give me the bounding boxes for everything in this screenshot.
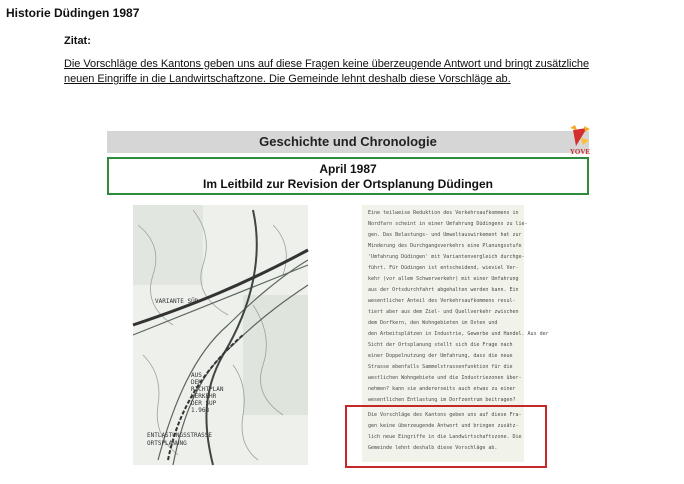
banner-title: Geschichte und Chronologie: [259, 134, 437, 149]
slide-banner: [107, 131, 589, 153]
map-label-entlastung: ENTLASTUNGSSTRASSE: [147, 432, 213, 439]
scanned-text-line: führt. Für Düdingen ist entscheidend, wieviel Ver-: [368, 265, 519, 271]
scanned-quote-line: Die Vorschläge des Kantons geben uns auf diese Fra-: [368, 412, 522, 418]
scanned-quote-line: lich neue Eingriffe in die Landwirtschaftszone. Die: [368, 434, 522, 440]
date-box: [107, 157, 589, 195]
scanned-text-line: Eine teilweise Reduktion des Verkehrsaufkommens in: [368, 210, 519, 216]
scanned-text-line: einer Doppelnutzung der Umfahrung, dass die neue: [368, 353, 513, 359]
scanned-text-line: tiert aber aus dem Ziel- und Quellverkehr zwischen: [368, 309, 519, 315]
map-label-ausschnitt: 1.968: [191, 407, 210, 414]
planning-map-image: [133, 205, 308, 465]
map-label-entlastung: ORTSPLANUNG: [147, 440, 187, 447]
scanned-text-line: wesentlichen Entlastung im Dorfzentrum beitragen?: [368, 397, 516, 403]
scanned-text-line: dem Dorfkern, den Wohngebieten im Osten und: [368, 320, 498, 326]
map-label-ausschnitt: VERKEHR: [191, 393, 217, 400]
document-title: Historie Düdingen 1987: [6, 6, 140, 20]
scanned-text-line: Strasse ebenfalls Sammelstrassenfunktion für die: [368, 364, 513, 370]
scanned-text-line: kehr (vor allem Schwerverkehr) mit einer Umfahrung: [368, 276, 519, 282]
map-label-ausschnitt: AUS: [191, 372, 202, 379]
quote-line: neuen Eingriffe in die Landwirtschaftzone. Die Gemeinde lehnt deshalb diese Vorschläge ab.: [64, 73, 511, 85]
quote-label: Zitat:: [64, 35, 91, 47]
date-heading: April 1987: [319, 162, 377, 176]
scanned-text-line: nehmen? kann sie andererseits auch etwas zu einer: [368, 386, 516, 392]
map-label-ausschnitt: RICHTPLAN: [191, 386, 224, 393]
map-label-variante: VARIANTE SÜD: [155, 298, 199, 305]
scanned-text-line: Minderung des Durchgangsverkehrs eine Planungsstufe: [368, 243, 522, 249]
scanned-text-line: 'Umfahrung Düdingen' mit Variantenvergleich durchge-: [368, 254, 525, 260]
logo-mark-icon: [567, 124, 593, 150]
scanned-quote-line: Gemeinde lehnt deshalb diese Vorschläge ab.: [368, 445, 498, 451]
map-label-ausschnitt: DEM: [191, 379, 202, 386]
scanned-text-line: gen. Das Belastungs- und Umweltauswirkement hat zur: [368, 232, 522, 238]
quote-line: Die Vorschläge des Kantons geben uns auf diese Fragen keine überzeugende Antwort und bringt zusätzliche: [64, 58, 590, 70]
scanned-quote-line: gen keine überzeugende Antwort und bringen zusätz-: [368, 423, 519, 429]
scanned-text-line: den Arbeitsplätzen in Industrie, Gewerbe und Handel. Aus der: [368, 331, 549, 337]
scanned-text-line: aus der Ortsdurchfahrt abgehalten werden kann. Ein: [368, 287, 519, 293]
scanned-text-line: Sicht der Ortsplanung stellt sich die Frage nach: [368, 342, 513, 348]
scanned-text-line: Nordfarn scheint in einer Umfahrung Düdingens zu lie-: [368, 221, 528, 227]
quote-highlight-frame: [345, 405, 547, 468]
logo-text: YOVE: [569, 148, 591, 156]
slide-subtitle: Im Leitbild zur Revision der Ortsplanung Düdingen: [202, 177, 493, 191]
logo: [567, 124, 593, 158]
scanned-text-line: wesentlicher Anteil des Verkehrsaufkommens resul-: [368, 298, 516, 304]
map-label-ausschnitt: DER SUP: [191, 400, 217, 407]
scanned-text-line: westlichen Wohngebiete und die Industriezonen über-: [368, 375, 522, 381]
